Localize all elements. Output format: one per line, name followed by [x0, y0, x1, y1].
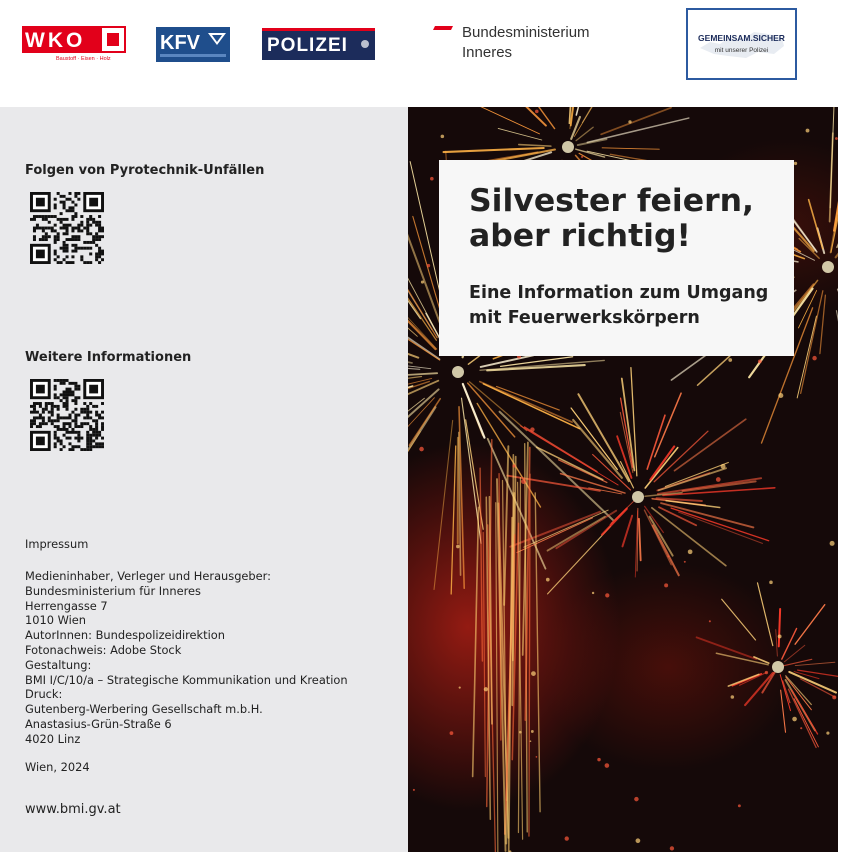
cover-title-box — [439, 160, 794, 356]
impressum-line: Gestaltung: — [25, 657, 92, 672]
impressum-heading: Impressum — [25, 537, 89, 551]
qr-code-info[interactable] — [30, 379, 104, 451]
bmi-logo-line2: Inneres — [462, 44, 513, 61]
impressum-line: Bundesministerium für Inneres — [25, 583, 201, 598]
cover-subtitle-line1: Eine Information zum Umgang — [469, 283, 769, 303]
austria-flag-icon — [433, 26, 453, 38]
austria-map-icon — [698, 26, 786, 62]
impressum-line: BMI I/C/10/a – Strategische Kommunikation und Kreation — [25, 672, 348, 687]
cover-title — [469, 184, 754, 254]
impressum-line: 1010 Wien — [25, 613, 87, 628]
impressum-line: AutorInnen: Bundespolizeidirektion — [25, 628, 225, 643]
svg-text:POLIZEI: POLIZEI — [267, 35, 348, 56]
gemeinsam-sicher-logo — [686, 8, 797, 80]
cover-title-line1: Silvester feiern, — [469, 183, 755, 219]
qr-code-pyrotechnik[interactable] — [30, 192, 104, 264]
cover-title-line2: aber richtig! — [469, 218, 691, 254]
cover-subtitle-line2: mit Feuerwerkskörpern — [469, 308, 700, 328]
impressum-line: Druck: — [25, 687, 63, 702]
impressum-block — [25, 569, 348, 747]
impressum-line: Gutenberg-Werbering Gesellschaft m.b.H. — [25, 702, 263, 717]
bmi-logo-line1: Bundesministerium — [462, 24, 590, 41]
svg-text:WKO: WKO — [25, 29, 86, 52]
section-title-pyrotechnik: Folgen von Pyrotechnik-Unfällen — [25, 163, 265, 178]
impressum-line: Medieninhaber, Verleger und Herausgeber: — [25, 569, 271, 583]
cover-subtitle — [469, 281, 768, 331]
impressum-line: Fotonachweis: Adobe Stock — [25, 642, 182, 657]
impressum-date: Wien, 2024 — [25, 760, 90, 774]
website-link[interactable]: www.bmi.gv.at — [25, 802, 121, 817]
wko-logo — [22, 26, 126, 62]
gemeinsam-sicher-line1: GEMEINSAM.SICHER — [698, 33, 785, 43]
svg-text:KFV: KFV — [160, 32, 200, 54]
logo-header — [0, 0, 852, 107]
wko-logo-sub: Baustoff · Eisen · Holz — [56, 56, 111, 62]
impressum-line: Anastasius-Grün-Straße 6 — [25, 716, 172, 731]
polizei-logo — [262, 28, 375, 60]
impressum-line: Herrengasse 7 — [25, 598, 108, 613]
gemeinsam-sicher-line2: mit unserer Polizei — [714, 47, 769, 54]
bmi-logo — [433, 24, 623, 64]
kfv-logo — [156, 27, 230, 62]
section-title-info: Weitere Informationen — [25, 350, 192, 365]
page-margin — [838, 107, 852, 852]
impressum-line: 4020 Linz — [25, 731, 81, 746]
